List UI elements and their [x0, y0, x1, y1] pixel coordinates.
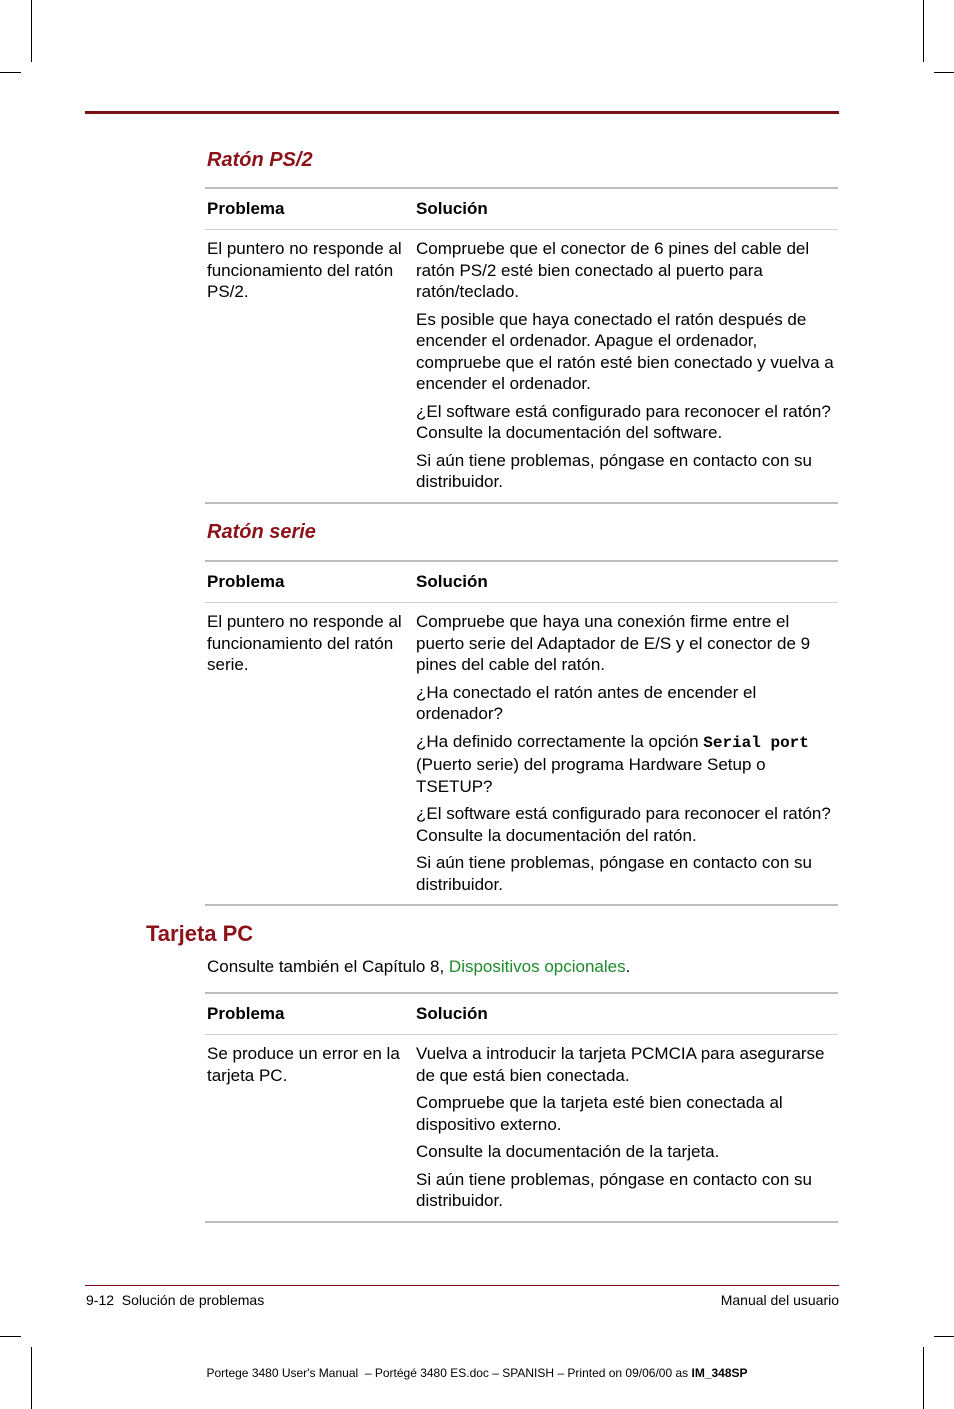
problem-cell: El puntero no responde al funcionamiento del ratón serie.	[207, 612, 402, 674]
solution-item: Compruebe que la tarjeta esté bien conectada al dispositivo externo.	[416, 1093, 783, 1134]
intro-text: Consulte también el Capítulo 8,	[207, 957, 449, 976]
solution-item: Si aún tiene problemas, póngase en contacto con su distribuidor.	[416, 853, 812, 894]
solution-cell	[416, 1043, 838, 1212]
option-text-after: (Puerto serie) del programa Hardware Setup o TSETUP?	[416, 755, 766, 796]
solution-item: Compruebe que el conector de 6 pines del cable del ratón PS/2 esté bien conectado al puerto para ratón/teclado.	[416, 239, 810, 301]
crop-mark	[31, 0, 32, 62]
solution-item: Si aún tiene problemas, póngase en contacto con su distribuidor.	[416, 1169, 812, 1210]
solution-item: Vuelva a introducir la tarjeta PCMCIA para asegurarse de que está bien conectada.	[416, 1044, 825, 1085]
option-code: Serial port	[703, 733, 809, 752]
crop-mark	[0, 1336, 21, 1337]
pccard-intro	[207, 957, 630, 977]
solution-item: ¿El software está configurado para reconocer el ratón? Consulte la documentación del software.	[416, 401, 831, 442]
header-problem: Problema	[207, 1004, 285, 1024]
solution-item-serial-port	[416, 731, 838, 798]
crop-mark	[923, 0, 924, 62]
intro-text-end: .	[625, 957, 631, 976]
footer-page-label: 9-12 Solución de problemas	[86, 1292, 265, 1308]
table-header	[205, 187, 838, 230]
print-info-code: IM_348SP	[691, 1366, 748, 1380]
solution-cell	[416, 611, 838, 895]
footer-manual-label: Manual del usuario	[720, 1292, 839, 1308]
print-info-text: Portege 3480 User's Manual – Portégé 3480 ES.doc – SPANISH – Printed on 09/06/00 as	[206, 1366, 692, 1380]
header-rule	[85, 111, 839, 114]
header-solution: Solución	[416, 572, 488, 592]
table-row	[205, 230, 838, 504]
solution-item: ¿El software está configurado para reconocer el ratón? Consulte la documentación del ratón.	[416, 804, 831, 845]
table-row	[205, 1035, 838, 1223]
footer-rule	[85, 1285, 839, 1286]
header-problem: Problema	[207, 199, 285, 219]
solution-item: Consulte la documentación de la tarjeta.	[416, 1142, 720, 1161]
solution-item: Compruebe que haya una conexión firme entre el puerto serie del Adaptador de E/S y el conector de 9 pines del cable del ratón.	[416, 612, 811, 674]
solution-item: Si aún tiene problemas, póngase en contacto con su distribuidor.	[416, 450, 812, 491]
solution-cell	[416, 238, 838, 493]
problem-cell: Se produce un error en la tarjeta PC.	[207, 1044, 400, 1085]
print-info	[0, 1366, 954, 1380]
pccard-table	[205, 992, 838, 1223]
solution-item: ¿Ha conectado el ratón antes de encender el ordenador?	[416, 682, 757, 723]
header-solution: Solución	[416, 1004, 488, 1024]
crop-mark	[934, 1336, 954, 1337]
crop-mark	[934, 72, 954, 73]
section-title-pccard: Tarjeta PC	[146, 921, 254, 946]
option-text-before: ¿Ha definido correctamente la opción	[416, 731, 704, 751]
table-header	[205, 560, 838, 603]
chapter-link[interactable]: Dispositivos opcionales	[448, 957, 626, 976]
table-header	[205, 992, 838, 1035]
section-title-serial: Ratón serie	[207, 521, 316, 543]
solution-item: Es posible que haya conectado el ratón después de encender el ordenador. Apague el ordenador, compruebe que el ratón esté bien conectado y vuelva a encender el ordenador.	[416, 309, 834, 393]
header-solution: Solución	[416, 199, 488, 219]
ps2-table	[205, 187, 838, 504]
section-title-ps2: Ratón PS/2	[207, 149, 313, 171]
table-row	[205, 603, 838, 906]
header-problem: Problema	[207, 572, 285, 592]
crop-mark	[0, 72, 21, 73]
problem-cell: El puntero no responde al funcionamiento del ratón PS/2.	[207, 239, 402, 301]
serial-table	[205, 560, 838, 906]
